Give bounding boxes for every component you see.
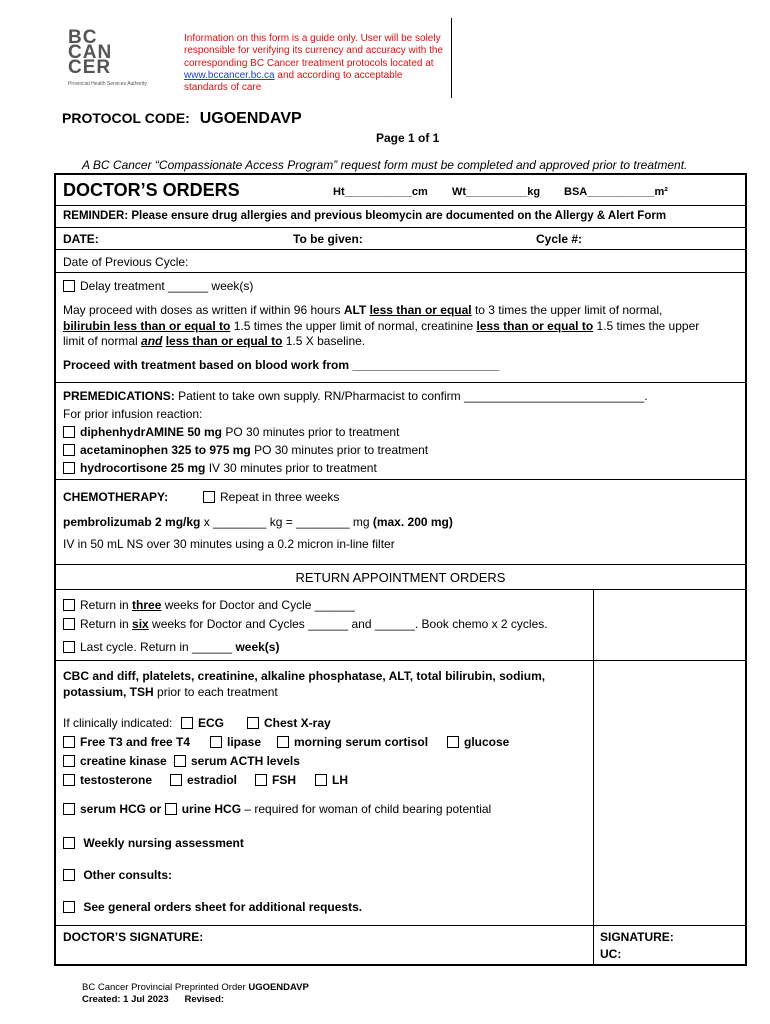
delay-label: Delay treatment ______ week(s)	[80, 279, 254, 293]
created-date: Created: 1 Jul 2023	[82, 994, 169, 1005]
repeat-checkbox[interactable]	[203, 491, 215, 503]
labs-line-1: CBC and diff, platelets, creatinine, alkaline phosphatase, ALT, total bilirubin, sodium,	[63, 669, 546, 683]
chemotherapy-label: CHEMOTHERAPY:	[63, 490, 169, 504]
checkbox[interactable]	[63, 774, 75, 786]
footer-line-2	[82, 994, 309, 1006]
checkbox[interactable]	[63, 755, 75, 767]
cycle-number-field[interactable]: Cycle #:	[536, 232, 583, 246]
checkbox[interactable]	[447, 736, 459, 748]
checkbox[interactable]	[174, 755, 186, 767]
nursing-assessment-option[interactable]	[63, 836, 244, 850]
premed-hydrocortisone[interactable]	[63, 461, 377, 475]
repeat-label: Repeat in three weeks	[220, 490, 340, 504]
orders-header-row	[56, 175, 745, 206]
last-cycle-text: Last cycle. Return in ______	[80, 640, 236, 654]
signature-row	[56, 926, 745, 966]
alt-text: ALT	[343, 303, 370, 317]
premed-acetaminophen[interactable]	[63, 443, 428, 457]
hcg-line	[63, 802, 491, 816]
checkbox[interactable]	[315, 774, 327, 786]
proceed-line-3	[63, 334, 365, 348]
logo-tagline: Provincial Health Services Authority	[68, 81, 147, 87]
return-appointment-title: RETURN APPOINTMENT ORDERS	[295, 570, 506, 585]
drug-name: diphenhydrAMINE 50 mg	[80, 425, 223, 439]
bc-cancer-logo	[68, 27, 178, 87]
prior-reaction-label: For prior infusion reaction:	[63, 407, 203, 421]
checkbox[interactable]	[277, 736, 289, 748]
footer-text: BC Cancer Provincial Preprinted Order	[82, 982, 249, 993]
dose-calc-field[interactable]: x ________ kg = ________ mg	[200, 515, 373, 529]
t3t4-label: Free T3 and free T4	[80, 735, 191, 749]
checkbox[interactable]	[210, 736, 222, 748]
ecg-option[interactable]	[181, 716, 224, 730]
checkbox[interactable]	[63, 462, 75, 474]
date-row	[56, 228, 745, 250]
protocol-label: PROTOCOL CODE:	[62, 110, 190, 126]
return-six-weeks-option[interactable]	[63, 617, 548, 631]
bsa-field[interactable]: BSA___________m²	[564, 186, 668, 198]
glucose-option[interactable]	[447, 735, 509, 749]
pembrolizumab-dose	[63, 515, 453, 529]
proceed-text: May proceed with doses as written if within 96 hours	[63, 303, 344, 317]
drug-instruction: IV 30 minutes prior to treatment	[205, 461, 377, 475]
lte-text-3: less than or equal to	[165, 334, 283, 348]
general-orders-option[interactable]	[63, 900, 362, 914]
page-number: Page 1 of 1	[376, 131, 440, 145]
return-rest: weeks for Doctor and Cycle ______	[161, 598, 355, 612]
checkbox[interactable]	[181, 717, 193, 729]
nursing-label: Weekly nursing assessment	[83, 836, 244, 850]
premed-diphenhydramine[interactable]	[63, 425, 399, 439]
proceed-line-2	[63, 319, 699, 333]
date-field[interactable]: DATE:	[63, 232, 99, 246]
lh-label: LH	[332, 773, 348, 787]
footer-code: UGOENDAVP	[248, 982, 309, 993]
footer-line-1	[82, 982, 309, 994]
disclaimer-text: Information on this form is a guide only. User will be solely responsible for verifying its currency and accuracy with the corresponding BC Cancer treatment protocols located at	[184, 33, 444, 69]
logo-line-2: CAN	[68, 42, 113, 63]
fsh-label: FSH	[272, 773, 296, 787]
checkbox[interactable]	[63, 426, 75, 438]
return-rest: weeks for Doctor and Cycles ______ and ______. Book chemo x 2 cycles.	[148, 617, 548, 631]
reminder-row	[56, 206, 745, 228]
cortisol-option[interactable]	[277, 735, 428, 749]
hcg-note: – required for woman of child bearing potential	[241, 802, 492, 816]
protocol-code-value: UGOENDAVP	[199, 110, 302, 127]
premedications-section	[56, 383, 745, 480]
premed-confirm-field[interactable]: Patient to take own supply. RN/Pharmacist to confirm ___________________________.	[174, 389, 648, 403]
serum-hcg-label: serum HCG or	[80, 802, 162, 816]
lipase-label: lipase	[227, 735, 262, 749]
creatinine-text: 1.5 times the upper limit of normal, creatinine	[230, 319, 477, 333]
limit-text: limit of normal	[63, 334, 142, 348]
and-text: and	[141, 334, 163, 348]
checkbox[interactable]	[63, 837, 75, 849]
header-divider	[451, 18, 452, 98]
fsh-option[interactable]	[255, 773, 296, 787]
three-text: three	[132, 598, 162, 612]
labs-section	[56, 661, 745, 926]
checkbox[interactable]	[63, 869, 75, 881]
t3-t4-option[interactable]	[63, 735, 190, 749]
other-consults-option[interactable]	[63, 868, 172, 882]
checkbox[interactable]	[63, 618, 75, 630]
bilirubin-text: bilirubin less than or equal to	[63, 319, 231, 333]
disclaimer-text-end: and according to acceptable standards of care	[184, 69, 403, 94]
signature-field[interactable]: SIGNATURE:	[600, 930, 674, 944]
return-text: Return in	[80, 598, 133, 612]
disclaimer	[184, 33, 446, 94]
weeks-text: week(s)	[235, 640, 280, 654]
delay-checkbox[interactable]	[63, 280, 75, 292]
height-field[interactable]: Ht___________cm	[333, 186, 428, 198]
labs-bold: potassium, TSH	[63, 685, 154, 699]
footer	[82, 982, 309, 1006]
checkbox[interactable]	[247, 717, 259, 729]
checkbox[interactable]	[63, 901, 75, 913]
consults-label: Other consults:	[83, 868, 173, 882]
six-text: six	[132, 617, 149, 631]
return-title-row	[56, 565, 745, 590]
testosterone-option[interactable]	[63, 773, 152, 787]
return-three-weeks-option[interactable]	[63, 598, 355, 612]
chemotherapy-section	[56, 480, 745, 565]
checkbox[interactable]	[63, 641, 75, 653]
compassionate-access-note: A BC Cancer “Compassionate Access Program” request form must be completed and approved prior to treatment.	[82, 158, 688, 172]
ecg-label: ECG	[198, 716, 225, 730]
doctor-signature-field[interactable]: DOCTOR’S SIGNATURE:	[63, 930, 204, 944]
drug-name: hydrocortisone 25 mg	[80, 461, 206, 475]
proceed-text-2: to 3 times the upper limit of normal,	[471, 303, 663, 317]
premed-label: PREMEDICATIONS:	[63, 389, 175, 403]
previous-cycle-row	[56, 250, 745, 273]
cxr-label: Chest X-ray	[264, 716, 331, 730]
testosterone-label: testosterone	[80, 773, 153, 787]
drug-dose: pembrolizumab 2 mg/kg	[63, 515, 201, 529]
iv-instruction: IV in 50 mL NS over 30 minutes using a 0.2 micron in-line filter	[63, 537, 395, 551]
repeat-three-weeks-option[interactable]	[203, 490, 339, 504]
uc-field[interactable]: UC:	[600, 947, 622, 961]
labs-line-2	[63, 685, 278, 699]
urine-hcg-label: urine HCG	[181, 802, 242, 816]
upper-text: 1.5 times the upper	[593, 319, 700, 333]
lipase-option[interactable]	[210, 735, 261, 749]
doctors-orders-title: DOCTOR’S ORDERS	[63, 180, 240, 200]
checkbox[interactable]	[63, 736, 75, 748]
proceed-bloodwork-field[interactable]: Proceed with treatment based on blood work from ______________________	[63, 358, 500, 372]
protocol-code	[62, 110, 302, 128]
lh-option[interactable]	[315, 773, 348, 787]
delay-treatment-option[interactable]	[63, 279, 253, 293]
ck-label: creatine kinase	[80, 754, 167, 768]
max-dose: (max. 200 mg)	[372, 515, 453, 529]
premed-line	[63, 389, 648, 403]
right-column-divider	[593, 590, 594, 966]
checkbox[interactable]	[170, 774, 182, 786]
acth-option[interactable]	[174, 754, 300, 768]
lte-text: less than or equal	[369, 303, 472, 317]
return-text: Return in	[80, 617, 133, 631]
drug-name: acetaminophen 325 to 975 mg	[80, 443, 251, 457]
revised-date: Revised:	[184, 994, 225, 1005]
general-label: See general orders sheet for additional requests.	[83, 900, 363, 914]
creatine-kinase-option[interactable]	[63, 754, 167, 768]
to-be-given-field[interactable]: To be given:	[293, 232, 363, 246]
delay-section	[56, 273, 745, 383]
previous-cycle-field[interactable]: Date of Previous Cycle:	[63, 255, 189, 269]
logo-line-3: CER	[68, 57, 112, 78]
lte-text-2: less than or equal to	[476, 319, 594, 333]
last-cycle-option[interactable]	[63, 640, 279, 654]
baseline-text: 1.5 X baseline.	[282, 334, 366, 348]
checkbox[interactable]	[255, 774, 267, 786]
serum-hcg-checkbox[interactable]	[63, 803, 75, 815]
urine-hcg-checkbox[interactable]	[165, 803, 177, 815]
estradiol-label: estradiol	[187, 773, 238, 787]
weight-field[interactable]: Wt__________kg	[452, 186, 541, 198]
return-options-section	[56, 590, 745, 661]
cortisol-label: morning serum cortisol	[294, 735, 429, 749]
acth-label: serum ACTH levels	[191, 754, 300, 768]
reminder-text: REMINDER: Please ensure drug allergies and previous bleomycin are documented on the Allergy & Alert Form	[63, 210, 667, 222]
logo-line-1: BC	[68, 27, 98, 48]
proceed-line-1	[63, 303, 662, 317]
chest-xray-option[interactable]	[247, 716, 331, 730]
doctors-orders-form	[54, 173, 747, 966]
estradiol-option[interactable]	[170, 773, 237, 787]
labs-prior: prior to each treatment	[153, 685, 278, 699]
if-indicated-label: If clinically indicated:	[63, 716, 173, 730]
bccancer-link[interactable]: www.bccancer.bc.ca	[184, 69, 275, 81]
checkbox[interactable]	[63, 444, 75, 456]
drug-instruction: PO 30 minutes prior to treatment	[250, 443, 429, 457]
checkbox[interactable]	[63, 599, 75, 611]
glucose-label: glucose	[464, 735, 510, 749]
drug-instruction: PO 30 minutes prior to treatment	[222, 425, 400, 439]
